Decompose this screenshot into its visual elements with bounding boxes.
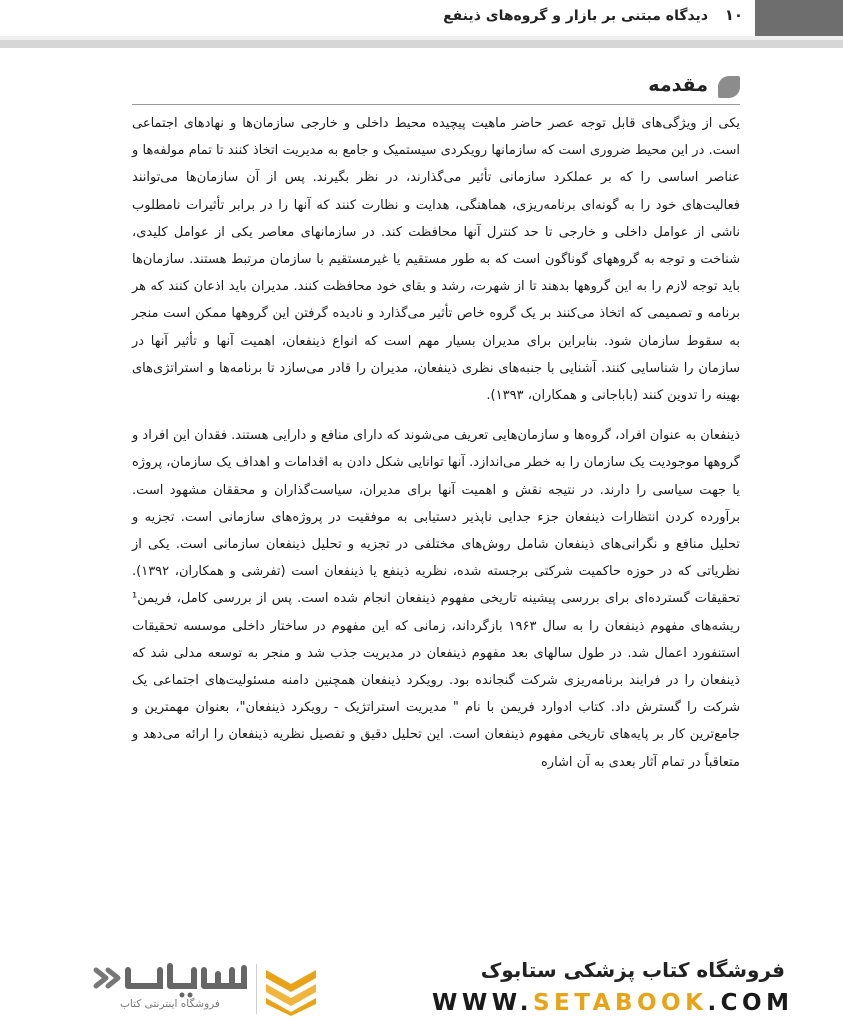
section-title: مقدمه bbox=[648, 74, 708, 96]
store-footer bbox=[0, 940, 843, 1024]
section-heading bbox=[132, 74, 740, 105]
running-title: دیدگاه مبتنی بر بازار و گروه‌های ذینفع bbox=[443, 8, 708, 24]
header-rule bbox=[0, 36, 843, 40]
store-name: فروشگاه کتاب پزشکی ستابوک bbox=[480, 958, 785, 982]
running-header bbox=[0, 0, 843, 48]
body-text bbox=[132, 110, 740, 776]
paragraph-2: ذینفعان به عنوان افراد، گروه‌ها و سازمان‌هایی تعریف می‌شوند که دارای منافع و دارایی هستند. فقدان این افراد و گروهها موجودیت یک سازمان را به خطر می‌اندازد. آنها توانایی شکل دادن به اقدامات و اهداف یک سازمان، پروژه یا جهت سیاسی را دارند. در نتیجه نقش و اهمیت آنها برای مدیران، سیاست‌گذاران و محققان مشهود است. برآورده کردن انتظارات ذینفعان جزء جدایی ناپذیر دستیابی به موفقیت در پروژه‌های سازمانی است. تجزیه و تحلیل منافع و نگرانی‌های ذینفعان شامل روش‌های مختلفی در تجزیه و تحلیل ذینفعان سازمانی است. یکی از نظریاتی که در حوزه حاکمیت شرکتی برجسته شده، نظریه ذینفع یا ذینفعان است (تفرشی و همکاران، ۱۳۹۲). تحقیقات گسترده‌ای برای بررسی پیشینه تاریخی مفهوم ذینفعان انجام شده است. پس از بررسی کامل، فریمن¹ ریشه‌های مفهوم ذینفعان را به سال ۱۹۶۳ بازگرداند، زمانی که این مفهوم در ساختار داخلی موسسه تحقیقات استنفورد اعمال شد. در طول سالهای بعد مفهوم ذینفعان در مدیریت جذب شد و منجر به توسعه مدلی شد که ذینفعان را در فرایند برنامه‌ریزی شرکت گنجانده بود. رویکرد ذینفعان همچنین دامنه مسئولیت‌های اجتماعی یک شرکت را گسترش داد. کتاب ادوارد فریمن با نام " مدیریت استراتژیک - رویکرد ذینفعان"، بعنوان مهمترین و جامع‌ترین کار بر پایه‌های تاریخی مفهوم ذینفعان است. این تحلیل دقیق و تفصیل نظریه ذینفعان را ارائه می‌دهد و متعاقباً در تمام آثار بعدی به آن اشاره bbox=[132, 428, 741, 770]
logo-divider bbox=[256, 964, 257, 1014]
url-prefix: WWW. bbox=[432, 990, 533, 1016]
page-number: ۱۰ bbox=[724, 6, 743, 24]
chevron-stack-logo-icon bbox=[262, 962, 320, 1016]
leaf-bullet-icon bbox=[718, 76, 740, 98]
logo-wordmark bbox=[90, 956, 250, 1000]
header-tab-block bbox=[755, 0, 843, 36]
logo-tagline: فروشگاه اینترنتی کتاب bbox=[120, 998, 220, 1010]
paragraph-1: یکی از ویژگی‌های قابل توجه عصر حاضر ماهیت پیچیده محیط داخلی و خارجی سازمان‌ها و نهادهای اجتماعی است. در این محیط ضروری است که سازمانها رویکردی سیستمیک و جامع به مدیریت اتخاذ کنند تا تمام مولفه‌ها و عناصر اساسی را که بر عملکرد سازمانی تأثیر می‌گذارند، در نظر بگیرند. پس از آن سازمان‌ها می‌توانند فعالیت‌های خود را به گونه‌ای برنامه‌ریزی، هماهنگی، هدایت و نظارت کنند که آنها را در برابر تأثیرات نامطلوب ناشی از عوامل داخلی و خارجی تا حد کنترل آنها محافظت کند. در سازمانهای معاصر یکی از عوامل کلیدی، شناخت و توجه به گروههای گوناگون است که به طور مستقیم یا غیرمستقیم با سازمان مرتبط هستند. سازمان‌ها باید توجه لازم را به این گروهها بدهند تا از شهرت، رشد و بقای خود محافظت کنند. مدیران باید اذعان کنند که هر برنامه و تصمیمی که اتخاذ می‌کنند بر یک گروه خاص تأثیر می‌گذارد و نادیده گرفتن این گروهها ممکن است منجر به سقوط سازمان شود. بنابراین برای مدیران بسیار مهم است که انواع ذینفعان، اهمیت آنها و تأثیر آنها در سازمان را شناسایی کنند. آشنایی با جنبه‌های نظری ذینفعان، مدیران را قادر می‌سازد تا برنامه‌ها و استراتژی‌های بهینه را تدوین کنند (باباجانی و همکاران، ۱۳۹۳). bbox=[132, 116, 740, 404]
store-url[interactable] bbox=[432, 990, 794, 1016]
url-brand: SETABOOK bbox=[532, 990, 708, 1016]
page-fade-overlay bbox=[0, 850, 843, 950]
url-suffix: .COM bbox=[707, 990, 794, 1016]
